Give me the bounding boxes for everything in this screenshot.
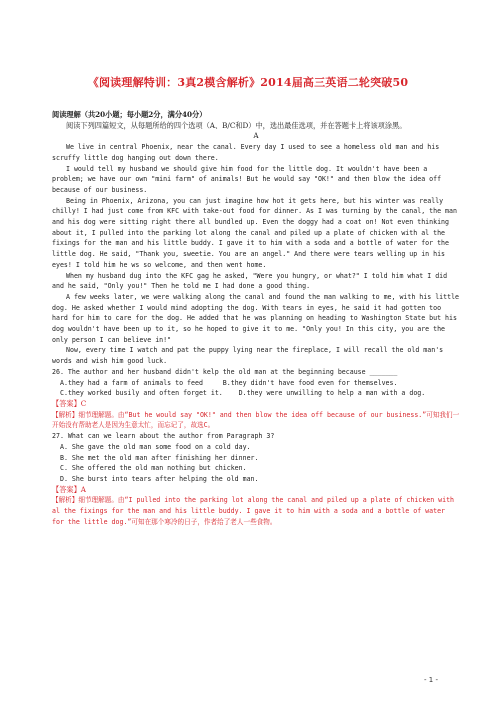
passage-paragraph: A few weeks later, we were walking along the canal and found the man walking to me, with his little dog. He asked whether I would mind adopting the dog. With tears in eyes, he said it had gotten too hard for him to care for the dog. He added that he was planning on heading to Washington State but his dog wouldn't have been up to it, so he hoped to give it to me. "Only you! In this city, you are the only person I can believe in!"	[52, 292, 460, 344]
page-title: 《阅读理解特训：3真2模含解析》2014届高三英语二轮突破50	[87, 76, 409, 89]
question-27-option-a: A. She gave the old man some food on a cold day.	[60, 442, 251, 451]
section-heading: 阅读理解（共20小题；每小题2分，满分40分）	[52, 110, 207, 119]
section-instruction: 阅读下列四篇短文，从每题所给的四个选项（A、B/C和D）中，选出最佳选项，并在答题卡上将该项涂黑。	[66, 120, 407, 130]
main-content	[52, 110, 460, 527]
page-number: - 1 -	[424, 676, 438, 685]
passage-paragraph: Now, every time I watch and pat the puppy lying near the fireplace, I will recall the old man's words and wish him good luck.	[52, 346, 444, 366]
question-26-option-a: A.they had a farm of animals to feed	[60, 378, 203, 387]
passage-label: A	[253, 131, 259, 141]
question-26-option-b: B.they didn't have food even for themselves.	[222, 378, 398, 387]
question-27-option-c: C. She offered the old man nothing but chicken.	[60, 464, 247, 473]
question-27-analysis: 【解析】细节理解题。由“I pulled into the parking lot along the canal and piled up a plate of chicken with al the fixings for the man and his little buddy. I gave it to him with a soda and a bottle of water for the little dog.”可知在那个寒冷的日子，作者给了老人一些食物。	[52, 496, 455, 526]
question-26-analysis: 【解析】细节理解题。由“But he would say "OK!" and then blow the idea off because of our business.”可知我们一开始没有帮助老人是因为生意太忙，而忘记了，故选C。	[52, 410, 460, 430]
passage-paragraph: When my husband dug into the KFC gag he asked, "Were you hungry, or what?" I told him what I did and he said, "Only you!" Then he told me I had done a good thing.	[52, 271, 448, 291]
question-27-stem: 27. What can we learn about the author from Paragraph 3?	[52, 432, 275, 441]
passage-paragraph: I would tell my husband we should give him food for the little dog. It wouldn't have been a problem; we have our own "mini farm" of animals! But he would say "OK!" and then blow the idea off because of our business.	[52, 164, 442, 194]
passage-paragraph: Being in Phoenix, Arizona, you can just imagine how hot it gets here, but his winter was really chilly! I had just come from KFC with take-out food for dinner. As I was turning by the canal, the man and his dog were sitting right there all bundled up. Even the doggy had a coat on! Not even thinking about it, I pulled into the parking lot along the canal and piled up a plate of chicken with al the fixings for the man and his little buddy. I gave it to him with a soda and a bottle of water for the little dog. He said, "Thank you, sweetie. You are an angel." And there were tears welling up in his eyes! I told him he ws so welcome, and then went home.	[52, 196, 457, 269]
question-26-options	[52, 378, 460, 399]
question-26-stem: 26. The author and her husband didn't kelp the old man at the beginning because _______	[52, 367, 398, 376]
question-27-option-b: B. She met the old man after finishing her dinner.	[60, 453, 259, 462]
question-27-options	[52, 442, 460, 485]
question-26-answer: 【答案】C	[52, 398, 87, 408]
passage-paragraph: We live in central Phoenix, near the canal. Every day I used to see a homeless old man and his scruffy little dog hanging out down there.	[52, 143, 440, 162]
question-26-option-c: C.they worked busily and often forget it.	[60, 389, 223, 398]
question-27-answer: 【答案】A	[52, 484, 86, 494]
question-26-option-d: D.they were unwilling to help a man with a dog.	[238, 389, 426, 398]
question-27-option-d: D. She burst into tears after helping the old man.	[60, 474, 259, 483]
